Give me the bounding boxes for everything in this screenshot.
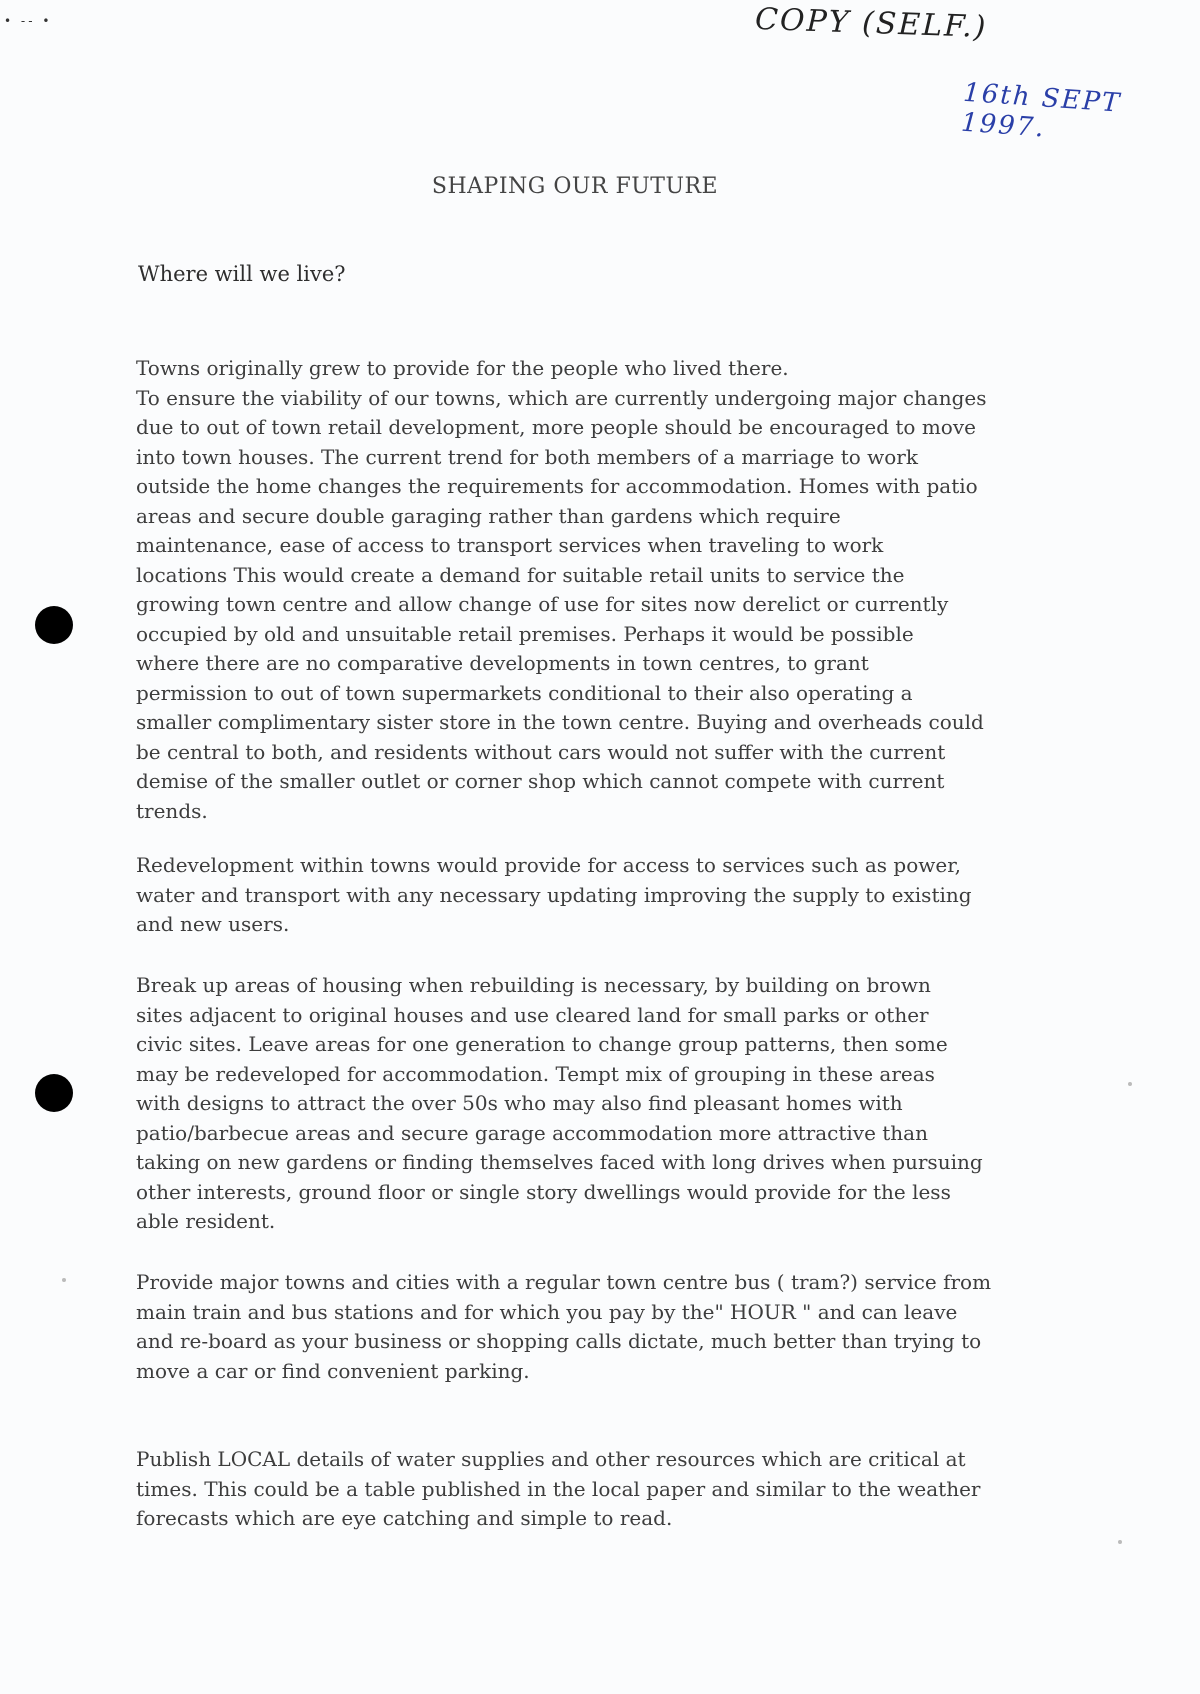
paragraph-line: due to out of town retail development, more people should be encouraged to move [136, 415, 976, 439]
paragraph-line: taking on new gardens or finding themselves faced with long drives when pursuing [136, 1150, 983, 1174]
paragraph-line: Towns originally grew to provide for the people who lived there. [136, 356, 789, 380]
paragraph-line: growing town centre and allow change of use for sites now derelict or currently [136, 592, 949, 616]
paragraph-line: trends. [136, 798, 208, 823]
paragraph-line: Break up areas of housing when rebuilding is necessary, by building on brown [136, 973, 931, 997]
paragraph-line: move a car or find convenient parking. [136, 1358, 530, 1383]
paragraph-line: demise of the smaller outlet or corner shop which cannot compete with current [136, 769, 945, 793]
paragraph-line: areas and secure double garaging rather than gardens which require [136, 503, 841, 528]
paper-speck [1118, 1540, 1122, 1544]
handwritten-date-note: 16th SEPT 1997. [960, 77, 1123, 144]
paper-speck [1128, 1082, 1132, 1086]
paragraph-line: To ensure the viability of our towns, which are currently undergoing major changes [136, 385, 987, 410]
paragraph-redevelopment [136, 851, 1068, 940]
paragraph-line: and new users. [136, 912, 290, 936]
paragraph-line: Provide major towns and cities with a regular town centre bus ( tram?) service from [136, 1270, 992, 1294]
handwritten-copy-note: COPY (SELF.) [754, 1, 989, 46]
paragraph-line: smaller complimentary sister store in the town centre. Buying and overheads could [136, 710, 984, 734]
paragraph-line: Redevelopment within towns would provide for access to services such as power, [136, 853, 961, 877]
corner-mark: • -- • [4, 14, 53, 28]
document-subheading: Where will we live? [138, 262, 346, 286]
paragraph-line: maintenance, ease of access to transport services when traveling to work [136, 533, 884, 557]
paragraph-town-viability [136, 354, 1068, 826]
paragraph-line: Publish LOCAL details of water supplies and other resources which are critical at [136, 1447, 966, 1471]
paragraph-line: may be redeveloped for accommodation. Tempt mix of grouping in these areas [136, 1061, 935, 1086]
paragraph-line: water and transport with any necessary updating improving the supply to existing [136, 882, 972, 907]
paragraph-line: civic sites. Leave areas for one generation to change group patterns, then some [136, 1032, 948, 1056]
paragraph-line: into town houses. The current trend for both members of a marriage to work [136, 444, 918, 469]
punch-hole-top [35, 606, 73, 644]
paragraph-line: occupied by old and unsuitable retail premises. Perhaps it would be possible [136, 621, 914, 646]
document-title: SHAPING OUR FUTURE [431, 174, 719, 199]
paragraph-line: sites adjacent to original houses and use cleared land for small parks or other [136, 1002, 929, 1027]
paragraph-local-resources [136, 1445, 1068, 1534]
paper-speck [62, 1278, 66, 1282]
paragraph-line: with designs to attract the over 50s who may also find pleasant homes with [136, 1091, 903, 1115]
paragraph-line: other interests, ground floor or single story dwellings would provide for the less [136, 1179, 951, 1204]
paragraph-line: forecasts which are eye catching and simple to read. [136, 1506, 673, 1530]
paragraph-town-bus-service [136, 1268, 1068, 1386]
paragraph-line: outside the home changes the requirements for accommodation. Homes with patio [136, 474, 978, 498]
paragraph-line: be central to both, and residents without cars would not suffer with the current [136, 739, 946, 764]
paragraph-line: main train and bus stations and for which you pay by the" HOUR " and can leave [136, 1299, 958, 1324]
punch-hole-bottom [35, 1074, 73, 1112]
paragraph-line: permission to out of town supermarkets conditional to their also operating a [136, 680, 913, 705]
paragraph-housing-areas [136, 971, 1068, 1237]
paragraph-line: where there are no comparative developments in town centres, to grant [136, 651, 869, 675]
paragraph-line: and re-board as your business or shopping calls dictate, much better than trying to [136, 1329, 982, 1353]
paragraph-line: able resident. [136, 1209, 276, 1233]
paragraph-line: patio/barbecue areas and secure garage accommodation more attractive than [136, 1120, 928, 1145]
paragraph-line: locations This would create a demand for suitable retail units to service the [136, 562, 905, 587]
paragraph-line: times. This could be a table published in the local paper and similar to the weather [136, 1476, 981, 1501]
